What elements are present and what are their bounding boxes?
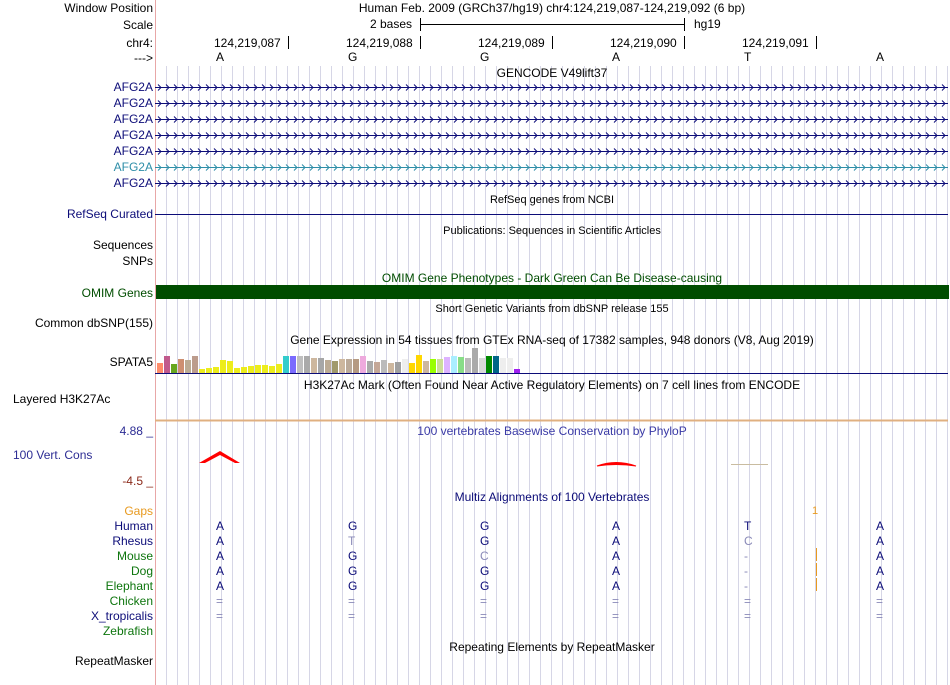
phylop-label[interactable]: 100 Vert. Cons bbox=[13, 448, 93, 462]
multiz-base: G bbox=[348, 549, 358, 563]
multiz-base: = bbox=[348, 609, 356, 623]
h3k27ac-label[interactable]: Layered H3K27Ac bbox=[13, 392, 111, 406]
multiz-base: C bbox=[480, 549, 489, 563]
gtex-bar bbox=[206, 368, 212, 373]
gtex-bar bbox=[465, 358, 471, 373]
multiz-base: - bbox=[744, 579, 748, 593]
ruler-base: A bbox=[216, 50, 225, 64]
gtex-bar bbox=[269, 366, 275, 373]
scale-assembly: hg19 bbox=[694, 17, 721, 31]
gtex-bar bbox=[185, 360, 191, 373]
multiz-base: A bbox=[876, 519, 885, 533]
multiz-base: - bbox=[744, 564, 748, 578]
gtex-bar bbox=[451, 356, 457, 373]
multiz-base: = bbox=[216, 609, 224, 623]
phylop-peak bbox=[199, 451, 240, 463]
gaps-label[interactable]: Gaps bbox=[124, 504, 153, 518]
multiz-base: = bbox=[744, 594, 752, 608]
multiz-base: A bbox=[216, 564, 225, 578]
multiz-base: G bbox=[480, 519, 490, 533]
gtex-bar bbox=[199, 369, 205, 373]
publications-title: Publications: Sequences in Scientific Articles bbox=[443, 225, 661, 237]
gtex-bar bbox=[395, 362, 401, 373]
gtex-bar bbox=[220, 360, 226, 373]
gtex-bar bbox=[360, 356, 366, 373]
multiz-base: T bbox=[348, 534, 356, 548]
multiz-species-label[interactable]: Dog bbox=[130, 564, 153, 578]
phylop-min-label: -4.5 _ bbox=[122, 474, 153, 488]
ruler-base: T bbox=[744, 50, 752, 64]
multiz-base: G bbox=[348, 519, 358, 533]
phylop-title: 100 vertebrates Basewise Conservation by PhyloP bbox=[417, 424, 687, 438]
snps-label[interactable]: SNPs bbox=[122, 254, 153, 268]
gtex-bar bbox=[381, 360, 387, 373]
ruler-position: 124,219,089 bbox=[478, 36, 545, 50]
gtex-bar bbox=[507, 358, 513, 373]
omim-title: OMIM Gene Phenotypes - Dark Green Can Be Disease-causing bbox=[381, 271, 723, 285]
multiz-base: = bbox=[744, 609, 752, 623]
multiz-base: A bbox=[216, 534, 225, 548]
omim-label[interactable]: OMIM Genes bbox=[81, 286, 153, 300]
gtex-bar bbox=[311, 358, 317, 373]
gtex-label[interactable]: SPATA5 bbox=[109, 355, 153, 369]
gtex-bar bbox=[171, 364, 177, 373]
gencode-transcript-label[interactable]: AFG2A bbox=[113, 80, 153, 94]
multiz-base: T bbox=[744, 519, 752, 533]
gtex-title: Gene Expression in 54 tissues from GTEx RNA-seq of 17382 samples, 948 donors (V8, Aug 2019) bbox=[290, 333, 814, 347]
h3k27ac-title: H3K27Ac Mark (Often Found Near Active Regulatory Elements) on 7 cell lines from ENCODE bbox=[303, 378, 801, 392]
multiz-base: = bbox=[612, 594, 620, 608]
multiz-title: Multiz Alignments of 100 Vertebrates bbox=[454, 490, 650, 504]
gtex-bar bbox=[367, 361, 373, 373]
dbsnp-title: Short Genetic Variants from dbSNP release 155 bbox=[435, 303, 669, 315]
multiz-species-label[interactable]: Human bbox=[114, 519, 153, 533]
multiz-base: G bbox=[480, 534, 490, 548]
gtex-bar bbox=[304, 356, 310, 373]
multiz-base: A bbox=[876, 534, 885, 548]
multiz-base: A bbox=[612, 534, 621, 548]
strand-label: ---> bbox=[134, 51, 153, 65]
multiz-base: G bbox=[348, 579, 358, 593]
gtex-bar bbox=[423, 361, 429, 373]
ruler-base: A bbox=[612, 50, 621, 64]
omim-gene-bar bbox=[156, 285, 949, 299]
multiz-base: - bbox=[744, 549, 748, 563]
gtex-bar bbox=[374, 362, 380, 373]
gtex-bar bbox=[332, 361, 338, 373]
multiz-base: = bbox=[612, 609, 620, 623]
gtex-bar bbox=[325, 360, 331, 373]
refseq-label[interactable]: RefSeq Curated bbox=[66, 207, 153, 221]
gtex-bar bbox=[248, 366, 254, 373]
multiz-base: A bbox=[876, 549, 885, 563]
gencode-title: GENCODE V49lift37 bbox=[496, 66, 608, 80]
gaps-marker: 1 bbox=[812, 505, 819, 517]
multiz-base: A bbox=[612, 564, 621, 578]
multiz-base: A bbox=[876, 579, 885, 593]
phylop-peak-small bbox=[597, 463, 636, 467]
window-position-label: Window Position bbox=[64, 1, 153, 15]
multiz-base: = bbox=[480, 594, 488, 608]
gtex-bar bbox=[430, 359, 436, 373]
gtex-bar bbox=[318, 358, 324, 373]
scale-value: 2 bases bbox=[370, 17, 413, 31]
phylop-max-label: 4.88 _ bbox=[119, 424, 153, 438]
ruler-base: A bbox=[876, 50, 885, 64]
gtex-bar bbox=[458, 357, 464, 373]
ruler-base: G bbox=[348, 50, 358, 64]
gtex-bar bbox=[353, 359, 359, 373]
multiz-species-label[interactable]: Chicken bbox=[109, 594, 153, 608]
gtex-bar bbox=[479, 358, 485, 373]
gtex-bar bbox=[388, 363, 394, 373]
ruler-base: G bbox=[480, 50, 490, 64]
multiz-base: A bbox=[876, 564, 885, 578]
multiz-base: A bbox=[612, 549, 621, 563]
gtex-bar bbox=[178, 359, 184, 373]
publications-label[interactable]: Sequences bbox=[92, 238, 153, 252]
gtex-bar bbox=[437, 359, 443, 373]
gencode-transcript-label[interactable]: AFG2A bbox=[113, 176, 153, 190]
multiz-base: = bbox=[876, 609, 884, 623]
gtex-bar bbox=[402, 359, 408, 373]
gtex-bar bbox=[192, 356, 198, 373]
gtex-bar bbox=[262, 365, 268, 373]
gtex-bar bbox=[409, 363, 415, 373]
multiz-species-label[interactable]: Zebrafish bbox=[102, 624, 153, 638]
gtex-bar bbox=[339, 359, 345, 373]
multiz-base: G bbox=[480, 579, 490, 593]
multiz-species-label[interactable]: X_tropicalis bbox=[90, 609, 153, 623]
dbsnp-label[interactable]: Common dbSNP(155) bbox=[34, 316, 153, 330]
ruler-position: 124,219,090 bbox=[610, 36, 677, 50]
repeatmasker-label[interactable]: RepeatMasker bbox=[74, 654, 153, 668]
gencode-transcript-label[interactable]: AFG2A bbox=[113, 128, 153, 142]
refseq-title: RefSeq genes from NCBI bbox=[489, 194, 615, 206]
gtex-bar bbox=[500, 358, 506, 373]
ruler-position: 124,219,088 bbox=[346, 36, 413, 50]
gtex-bar bbox=[493, 356, 499, 373]
gtex-bar bbox=[444, 357, 450, 373]
gtex-bar bbox=[213, 367, 219, 373]
gtex-bar bbox=[164, 356, 170, 373]
multiz-base: = bbox=[480, 609, 488, 623]
gencode-transcript-label[interactable]: AFG2A bbox=[113, 144, 153, 158]
multiz-species-label[interactable]: Rhesus bbox=[112, 534, 153, 548]
gtex-bar bbox=[255, 365, 261, 373]
gtex-bar bbox=[290, 356, 296, 373]
gencode-transcript-label[interactable]: AFG2A bbox=[113, 160, 153, 174]
gtex-bar bbox=[297, 356, 303, 373]
multiz-base: A bbox=[216, 549, 225, 563]
multiz-base: = bbox=[876, 594, 884, 608]
gtex-bar bbox=[276, 364, 282, 373]
multiz-base: A bbox=[612, 579, 621, 593]
multiz-base: C bbox=[744, 534, 753, 548]
gtex-bar bbox=[157, 363, 163, 373]
multiz-base: = bbox=[348, 594, 356, 608]
gtex-bar bbox=[514, 369, 520, 373]
gtex-bar bbox=[241, 367, 247, 373]
ruler-position: 124,219,087 bbox=[214, 36, 281, 50]
multiz-species-label[interactable]: Elephant bbox=[105, 579, 153, 593]
multiz-base: G bbox=[480, 564, 490, 578]
ruler-position: 124,219,091 bbox=[742, 36, 809, 50]
gtex-bar bbox=[227, 361, 233, 373]
multiz-base: A bbox=[612, 519, 621, 533]
repeatmasker-title: Repeating Elements by RepeatMasker bbox=[449, 640, 655, 654]
chrom-label: chr4: bbox=[126, 36, 153, 50]
window-position-value: Human Feb. 2009 (GRCh37/hg19) chr4:124,219,087-124,219,092 (6 bp) bbox=[358, 1, 746, 15]
gtex-bar bbox=[234, 368, 240, 373]
gencode-transcript-label[interactable]: AFG2A bbox=[113, 112, 153, 126]
gtex-bar bbox=[486, 356, 492, 373]
multiz-base: = bbox=[216, 594, 224, 608]
gtex-bar bbox=[472, 348, 478, 373]
gtex-bar bbox=[416, 355, 422, 373]
gencode-transcript-label[interactable]: AFG2A bbox=[113, 96, 153, 110]
gtex-bar bbox=[283, 356, 289, 373]
gtex-bar bbox=[346, 359, 352, 373]
multiz-base: G bbox=[348, 564, 358, 578]
multiz-base: A bbox=[216, 579, 225, 593]
multiz-base: A bbox=[216, 519, 225, 533]
scale-label: Scale bbox=[122, 18, 153, 32]
multiz-species-label[interactable]: Mouse bbox=[116, 549, 153, 563]
